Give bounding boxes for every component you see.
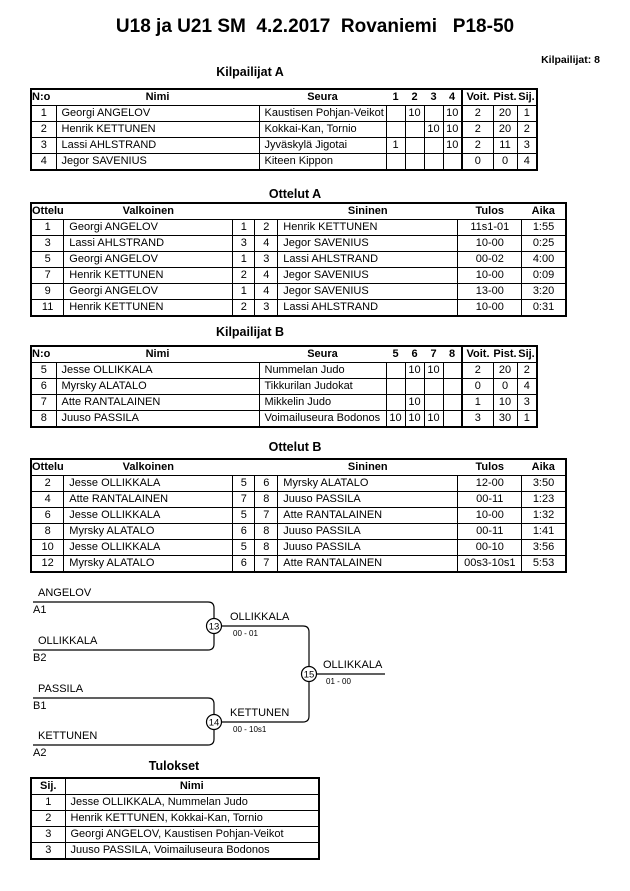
cell-white-no: 2 bbox=[233, 300, 255, 317]
cell-blue-name: Lassi AHLSTRAND bbox=[278, 300, 458, 317]
cell-time: 5:53 bbox=[522, 556, 566, 573]
cell-score-2: 10 bbox=[405, 411, 424, 428]
cell-points: 11 bbox=[493, 138, 517, 154]
table-row bbox=[31, 138, 537, 154]
cell-name: Henrik KETTUNEN, Kokkai-Kan, Tornio bbox=[65, 811, 319, 827]
cell-place: 4 bbox=[517, 379, 537, 395]
cell-match-no: 4 bbox=[31, 492, 64, 508]
col-header-match: Ottelu bbox=[31, 459, 64, 476]
cell-blue-no: 3 bbox=[255, 300, 278, 317]
col-header-r2: 6 bbox=[405, 346, 424, 363]
bracket-competitor-label: KETTUNEN bbox=[38, 730, 98, 742]
cell-match-no: 11 bbox=[31, 300, 64, 317]
cell-name: Jesse OLLIKKALA bbox=[56, 363, 259, 379]
table-header-row bbox=[31, 203, 566, 220]
section-heading-matches-b: Ottelut B bbox=[268, 440, 322, 454]
cell-score-1 bbox=[386, 106, 405, 122]
cell-result: 11s1-01 bbox=[458, 220, 522, 236]
cell-match-no: 6 bbox=[31, 508, 64, 524]
cell-club: Kokkai-Kan, Tornio bbox=[259, 122, 386, 138]
table-row bbox=[31, 827, 319, 843]
bracket-seed-label: B1 bbox=[33, 700, 47, 712]
cell-score-1 bbox=[386, 154, 405, 171]
bracket-competitor-label: ANGELOV bbox=[38, 587, 92, 599]
col-header-blue: Sininen bbox=[278, 203, 458, 220]
col-header-result: Tulos bbox=[458, 459, 522, 476]
col-header-blue: Sininen bbox=[278, 459, 458, 476]
table-header-row bbox=[31, 346, 537, 363]
cell-wins: 0 bbox=[462, 379, 493, 395]
cell-time: 0:09 bbox=[522, 268, 566, 284]
cell-place: 3 bbox=[31, 827, 65, 843]
table-row bbox=[31, 524, 566, 540]
cell-time: 1:23 bbox=[522, 492, 566, 508]
table-header-row bbox=[31, 778, 319, 795]
cell-score-3 bbox=[424, 395, 443, 411]
cell-result: 00-11 bbox=[458, 492, 522, 508]
col-header-wno bbox=[233, 459, 255, 476]
cell-club: Tikkurilan Judokat bbox=[259, 379, 386, 395]
section-heading-pool-a: Kilpailijat A bbox=[216, 65, 284, 79]
cell-result: 00-11 bbox=[458, 524, 522, 540]
cell-blue-name: Juuso PASSILA bbox=[278, 524, 458, 540]
col-header-bno bbox=[255, 203, 278, 220]
table-row bbox=[31, 363, 537, 379]
cell-place: 2 bbox=[517, 122, 537, 138]
cell-score-4 bbox=[443, 395, 462, 411]
col-header-time: Aika bbox=[522, 459, 566, 476]
cell-points: 0 bbox=[493, 154, 517, 171]
cell-result: 00-10 bbox=[458, 540, 522, 556]
cell-club: Voimailuseura Bodonos bbox=[259, 411, 386, 428]
cell-place: 3 bbox=[31, 843, 65, 860]
col-header-place: Sij. bbox=[517, 346, 537, 363]
cell-points: 20 bbox=[493, 106, 517, 122]
cell-points: 20 bbox=[493, 122, 517, 138]
cell-match-no: 10 bbox=[31, 540, 64, 556]
cell-result: 00s3-10s1 bbox=[458, 556, 522, 573]
col-header-r3: 7 bbox=[424, 346, 443, 363]
cell-white-no: 3 bbox=[233, 236, 255, 252]
cell-result: 12-00 bbox=[458, 476, 522, 492]
col-header-wno bbox=[233, 203, 255, 220]
cell-white-name: Georgi ANGELOV bbox=[64, 252, 233, 268]
col-header-points: Pist. bbox=[493, 89, 517, 106]
cell-no: 2 bbox=[31, 122, 56, 138]
cell-white-no: 2 bbox=[233, 268, 255, 284]
cell-blue-name: Juuso PASSILA bbox=[278, 492, 458, 508]
cell-no: 4 bbox=[31, 154, 56, 171]
cell-blue-no: 8 bbox=[255, 492, 278, 508]
table-row bbox=[31, 795, 319, 811]
table-row bbox=[31, 106, 537, 122]
cell-score-3 bbox=[424, 154, 443, 171]
cell-match-no: 3 bbox=[31, 236, 64, 252]
cell-wins: 2 bbox=[462, 138, 493, 154]
cell-name: Georgi ANGELOV bbox=[56, 106, 259, 122]
cell-white-no: 5 bbox=[233, 508, 255, 524]
cell-place: 1 bbox=[517, 411, 537, 428]
cell-place: 4 bbox=[517, 154, 537, 171]
table-row bbox=[31, 252, 566, 268]
cell-time: 1:41 bbox=[522, 524, 566, 540]
cell-score-2 bbox=[405, 154, 424, 171]
cell-score-1 bbox=[386, 363, 405, 379]
match-number-14: 14 bbox=[208, 717, 220, 729]
cell-place: 3 bbox=[517, 138, 537, 154]
col-header-place: Sij. bbox=[31, 778, 65, 795]
section-heading-results: Tulokset bbox=[148, 759, 200, 773]
col-header-r4: 4 bbox=[443, 89, 462, 106]
cell-score-3 bbox=[424, 379, 443, 395]
cell-name: Georgi ANGELOV, Kaustisen Pohjan-Veikot bbox=[65, 827, 319, 843]
bracket-winner-label: OLLIKKALA bbox=[230, 611, 290, 623]
cell-white-name: Henrik KETTUNEN bbox=[64, 268, 233, 284]
pool-a-table bbox=[30, 88, 538, 171]
cell-score-1 bbox=[386, 122, 405, 138]
col-header-name: Nimi bbox=[65, 778, 319, 795]
cell-score-2 bbox=[405, 122, 424, 138]
cell-score-1: 10 bbox=[386, 411, 405, 428]
table-row bbox=[31, 411, 537, 428]
cell-score-4 bbox=[443, 379, 462, 395]
cell-white-no: 7 bbox=[233, 492, 255, 508]
cell-club: Kiteen Kippon bbox=[259, 154, 386, 171]
table-row bbox=[31, 154, 537, 171]
cell-points: 0 bbox=[493, 379, 517, 395]
cell-score-2: 10 bbox=[405, 363, 424, 379]
cell-club: Kaustisen Pohjan-Veikot bbox=[259, 106, 386, 122]
cell-score-3 bbox=[424, 106, 443, 122]
table-row bbox=[31, 220, 566, 236]
cell-blue-name: Atte RANTALAINEN bbox=[278, 508, 458, 524]
cell-wins: 2 bbox=[462, 363, 493, 379]
cell-white-name: Jesse OLLIKKALA bbox=[64, 508, 233, 524]
col-header-no: N:o bbox=[31, 89, 56, 106]
col-header-r1: 1 bbox=[386, 89, 405, 106]
col-header-r2: 2 bbox=[405, 89, 424, 106]
cell-place: 1 bbox=[517, 106, 537, 122]
cell-time: 1:55 bbox=[522, 220, 566, 236]
cell-result: 00-02 bbox=[458, 252, 522, 268]
cell-name: Lassi AHLSTRAND bbox=[56, 138, 259, 154]
cell-white-name: Henrik KETTUNEN bbox=[64, 300, 233, 317]
cell-no: 6 bbox=[31, 379, 56, 395]
cell-white-name: Atte RANTALAINEN bbox=[64, 492, 233, 508]
cell-score-1 bbox=[386, 379, 405, 395]
cell-time: 4:00 bbox=[522, 252, 566, 268]
table-row bbox=[31, 811, 319, 827]
cell-blue-no: 8 bbox=[255, 540, 278, 556]
col-header-place: Sij. bbox=[517, 89, 537, 106]
table-row bbox=[31, 284, 566, 300]
cell-blue-name: Jegor SAVENIUS bbox=[278, 284, 458, 300]
cell-name: Henrik KETTUNEN bbox=[56, 122, 259, 138]
cell-blue-name: Myrsky ALATALO bbox=[278, 476, 458, 492]
col-header-result: Tulos bbox=[458, 203, 522, 220]
bracket-score-label: 01 - 00 bbox=[326, 677, 351, 686]
bracket-score-label: 00 - 01 bbox=[233, 629, 258, 638]
cell-white-no: 6 bbox=[233, 556, 255, 573]
cell-white-name: Myrsky ALATALO bbox=[64, 524, 233, 540]
bracket-winner-label: OLLIKKALA bbox=[323, 659, 383, 671]
cell-no: 8 bbox=[31, 411, 56, 428]
matches-a-table bbox=[30, 202, 567, 317]
cell-result: 10-00 bbox=[458, 300, 522, 317]
cell-score-3: 10 bbox=[424, 363, 443, 379]
col-header-name: Nimi bbox=[56, 346, 259, 363]
cell-result: 10-00 bbox=[458, 236, 522, 252]
col-header-club: Seura bbox=[259, 89, 386, 106]
cell-score-2: 10 bbox=[405, 395, 424, 411]
bracket-seed-label: A1 bbox=[33, 604, 47, 616]
cell-blue-no: 7 bbox=[255, 508, 278, 524]
col-header-white: Valkoinen bbox=[64, 203, 233, 220]
cell-white-no: 6 bbox=[233, 524, 255, 540]
cell-score-3: 10 bbox=[424, 411, 443, 428]
cell-name: Myrsky ALATALO bbox=[56, 379, 259, 395]
col-header-club: Seura bbox=[259, 346, 386, 363]
section-heading-pool-b: Kilpailijat B bbox=[215, 325, 285, 339]
cell-place: 2 bbox=[517, 363, 537, 379]
col-header-name: Nimi bbox=[56, 89, 259, 106]
table-row bbox=[31, 556, 566, 573]
results-table bbox=[30, 777, 320, 860]
cell-match-no: 8 bbox=[31, 524, 64, 540]
col-header-r1: 5 bbox=[386, 346, 405, 363]
cell-result: 10-00 bbox=[458, 508, 522, 524]
cell-white-name: Jesse OLLIKKALA bbox=[64, 476, 233, 492]
cell-match-no: 1 bbox=[31, 220, 64, 236]
competitors-count: Kilpailijat: 8 bbox=[541, 54, 600, 66]
cell-wins: 1 bbox=[462, 395, 493, 411]
matches-b-table bbox=[30, 458, 567, 573]
cell-blue-no: 4 bbox=[255, 284, 278, 300]
col-header-points: Pist. bbox=[493, 346, 517, 363]
cell-white-name: Jesse OLLIKKALA bbox=[64, 540, 233, 556]
cell-match-no: 9 bbox=[31, 284, 64, 300]
cell-score-3 bbox=[424, 138, 443, 154]
bracket-seed-label: B2 bbox=[33, 652, 47, 664]
cell-blue-no: 2 bbox=[255, 220, 278, 236]
table-row bbox=[31, 492, 566, 508]
cell-no: 3 bbox=[31, 138, 56, 154]
cell-name: Juuso PASSILA bbox=[56, 411, 259, 428]
cell-blue-no: 6 bbox=[255, 476, 278, 492]
cell-score-4 bbox=[443, 363, 462, 379]
cell-white-name: Myrsky ALATALO bbox=[64, 556, 233, 573]
cell-blue-no: 8 bbox=[255, 524, 278, 540]
bracket-score-label: 00 - 10s1 bbox=[233, 725, 267, 734]
cell-name: Jegor SAVENIUS bbox=[56, 154, 259, 171]
cell-points: 30 bbox=[493, 411, 517, 428]
cell-match-no: 5 bbox=[31, 252, 64, 268]
cell-wins: 3 bbox=[462, 411, 493, 428]
match-number-13: 13 bbox=[208, 621, 220, 633]
bracket-competitor-label: OLLIKKALA bbox=[38, 635, 98, 647]
col-header-match: Ottelu bbox=[31, 203, 64, 220]
cell-score-1 bbox=[386, 395, 405, 411]
pool-b-table bbox=[30, 345, 538, 428]
cell-no: 1 bbox=[31, 106, 56, 122]
cell-club: Jyväskylä Jigotai bbox=[259, 138, 386, 154]
table-row bbox=[31, 122, 537, 138]
table-row bbox=[31, 540, 566, 556]
match-number-15: 15 bbox=[303, 669, 315, 681]
table-row bbox=[31, 508, 566, 524]
cell-result: 13-00 bbox=[458, 284, 522, 300]
section-heading-matches-a: Ottelut A bbox=[268, 187, 322, 201]
cell-club: Mikkelin Judo bbox=[259, 395, 386, 411]
cell-name: Jesse OLLIKKALA, Nummelan Judo bbox=[65, 795, 319, 811]
cell-score-4: 10 bbox=[443, 122, 462, 138]
bracket-competitor-label: PASSILA bbox=[38, 683, 84, 695]
col-header-white: Valkoinen bbox=[64, 459, 233, 476]
cell-points: 20 bbox=[493, 363, 517, 379]
cell-white-no: 5 bbox=[233, 540, 255, 556]
cell-white-no: 1 bbox=[233, 252, 255, 268]
col-header-no: N:o bbox=[31, 346, 56, 363]
cell-blue-name: Jegor SAVENIUS bbox=[278, 236, 458, 252]
col-header-r3: 3 bbox=[424, 89, 443, 106]
table-row bbox=[31, 379, 537, 395]
cell-white-name: Georgi ANGELOV bbox=[64, 220, 233, 236]
cell-wins: 2 bbox=[462, 122, 493, 138]
cell-name: Juuso PASSILA, Voimailuseura Bodonos bbox=[65, 843, 319, 860]
cell-points: 10 bbox=[493, 395, 517, 411]
col-header-wins: Voit. bbox=[462, 89, 493, 106]
cell-blue-name: Juuso PASSILA bbox=[278, 540, 458, 556]
col-header-r4: 8 bbox=[443, 346, 462, 363]
bracket-seed-label: A2 bbox=[33, 747, 47, 759]
table-row bbox=[31, 300, 566, 317]
cell-blue-no: 7 bbox=[255, 556, 278, 573]
cell-match-no: 12 bbox=[31, 556, 64, 573]
cell-score-2 bbox=[405, 379, 424, 395]
cell-time: 0:25 bbox=[522, 236, 566, 252]
table-row bbox=[31, 395, 537, 411]
cell-blue-no: 4 bbox=[255, 236, 278, 252]
cell-no: 5 bbox=[31, 363, 56, 379]
cell-score-2 bbox=[405, 138, 424, 154]
cell-score-2: 10 bbox=[405, 106, 424, 122]
cell-time: 1:32 bbox=[522, 508, 566, 524]
cell-time: 3:50 bbox=[522, 476, 566, 492]
cell-time: 0:31 bbox=[522, 300, 566, 317]
cell-score-1: 1 bbox=[386, 138, 405, 154]
cell-white-no: 5 bbox=[233, 476, 255, 492]
cell-match-no: 7 bbox=[31, 268, 64, 284]
table-header-row bbox=[31, 89, 537, 106]
bracket-winner-label: KETTUNEN bbox=[230, 707, 290, 719]
cell-wins: 2 bbox=[462, 106, 493, 122]
table-row bbox=[31, 236, 566, 252]
cell-white-name: Georgi ANGELOV bbox=[64, 284, 233, 300]
cell-score-4 bbox=[443, 411, 462, 428]
cell-blue-name: Lassi AHLSTRAND bbox=[278, 252, 458, 268]
cell-result: 10-00 bbox=[458, 268, 522, 284]
page-title: U18 ja U21 SM 4.2.2017 Rovaniemi P18-50 bbox=[115, 16, 515, 37]
cell-white-no: 1 bbox=[233, 220, 255, 236]
cell-white-name: Lassi AHLSTRAND bbox=[64, 236, 233, 252]
cell-wins: 0 bbox=[462, 154, 493, 171]
cell-place: 1 bbox=[31, 795, 65, 811]
cell-place: 2 bbox=[31, 811, 65, 827]
col-header-wins: Voit. bbox=[462, 346, 493, 363]
cell-blue-name: Henrik KETTUNEN bbox=[278, 220, 458, 236]
cell-score-4 bbox=[443, 154, 462, 171]
table-row bbox=[31, 476, 566, 492]
col-header-time: Aika bbox=[522, 203, 566, 220]
cell-no: 7 bbox=[31, 395, 56, 411]
cell-blue-name: Jegor SAVENIUS bbox=[278, 268, 458, 284]
table-header-row bbox=[31, 459, 566, 476]
cell-place: 3 bbox=[517, 395, 537, 411]
cell-time: 3:20 bbox=[522, 284, 566, 300]
cell-blue-no: 4 bbox=[255, 268, 278, 284]
cell-white-no: 1 bbox=[233, 284, 255, 300]
cell-score-3: 10 bbox=[424, 122, 443, 138]
cell-score-4: 10 bbox=[443, 106, 462, 122]
cell-blue-name: Atte RANTALAINEN bbox=[278, 556, 458, 573]
cell-match-no: 2 bbox=[31, 476, 64, 492]
cell-blue-no: 3 bbox=[255, 252, 278, 268]
table-row bbox=[31, 268, 566, 284]
cell-score-4: 10 bbox=[443, 138, 462, 154]
cell-time: 3:56 bbox=[522, 540, 566, 556]
table-row bbox=[31, 843, 319, 860]
cell-name: Atte RANTALAINEN bbox=[56, 395, 259, 411]
cell-club: Nummelan Judo bbox=[259, 363, 386, 379]
col-header-bno bbox=[255, 459, 278, 476]
